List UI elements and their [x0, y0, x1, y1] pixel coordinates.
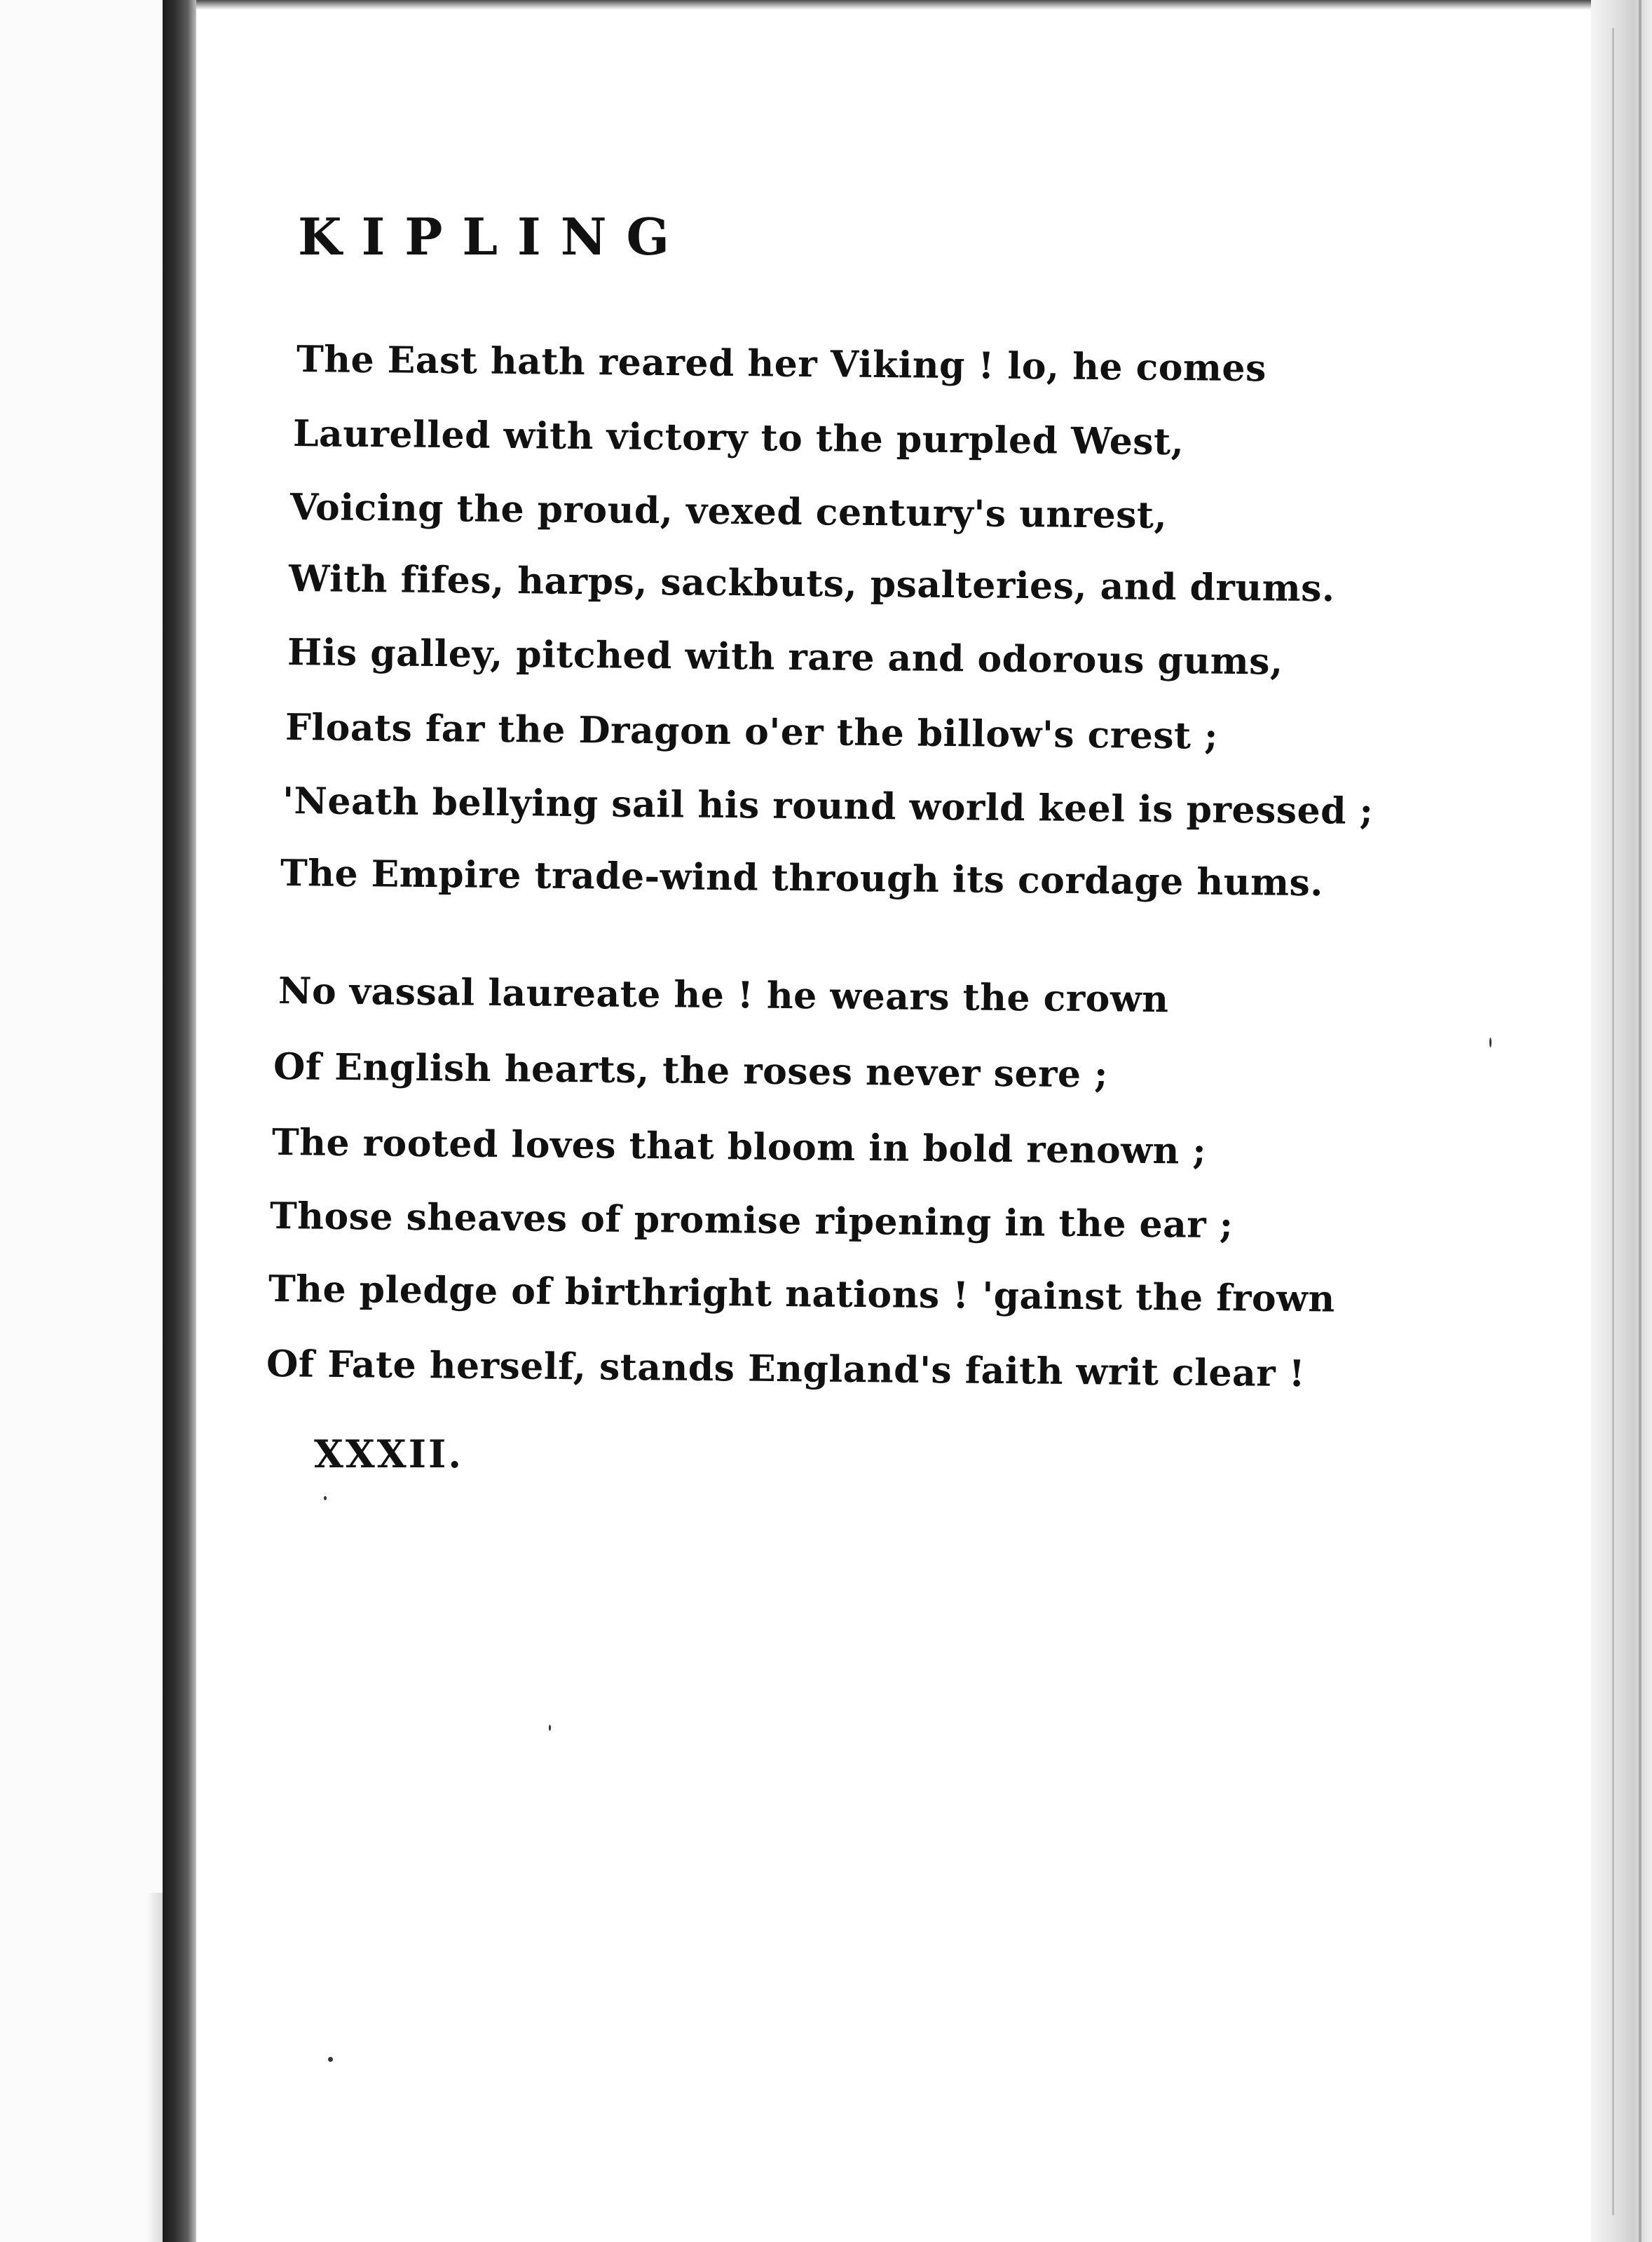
poem-line: Floats far the Dragon o'er the billow's crest ; — [285, 706, 1219, 758]
poem-line: The East hath reared her Viking ! lo, he comes — [296, 338, 1267, 390]
poem-line: The pledge of birthright nations ! 'gainst the frown — [268, 1268, 1335, 1321]
poem-title: KIPLING — [298, 207, 690, 266]
poem-line: The rooted loves that bloom in bold renown ; — [271, 1121, 1207, 1173]
scan-speck — [328, 2057, 333, 2062]
poem-line: 'Neath bellying sail his round world keel is pressed ; — [282, 780, 1374, 833]
poem-line: Of English hearts, the roses never sere ; — [273, 1045, 1109, 1096]
poem-line: Of Fate herself, stands England's faith writ clear ! — [266, 1343, 1306, 1396]
poem-line: The Empire trade-wind through its cordage hums. — [280, 852, 1324, 905]
poem-line: His galley, pitched with rare and odorous gums, — [287, 631, 1283, 684]
scan-speck — [1489, 1038, 1491, 1047]
poem-line: Laurelled with victory to the purpled West, — [292, 412, 1185, 464]
scan-speck — [324, 1496, 327, 1500]
poem-line: No vassal laureate he ! he wears the crown — [278, 970, 1169, 1021]
poem-line: Voicing the proud, vexed century's unrest, — [289, 486, 1168, 538]
scan-speck — [549, 1725, 551, 1731]
poem-line: Those sheaves of promise ripening in the ear ; — [269, 1195, 1234, 1247]
poem-line: With fifes, harps, sackbuts, psalteries, and drums. — [288, 557, 1335, 611]
poem-signature: XXXII. — [314, 1432, 464, 1476]
